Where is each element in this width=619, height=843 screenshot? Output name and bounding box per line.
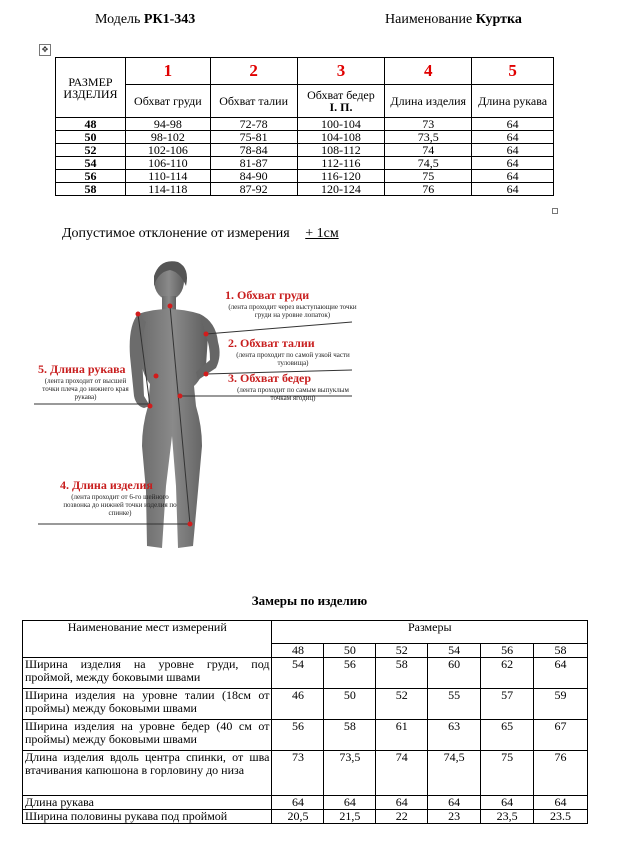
measure-name: Ширина изделия на уровне груди, под проймой, между боковыми швами — [23, 658, 272, 689]
hips-title: 3. Обхват бедер — [228, 371, 312, 385]
value-cell: 73,5 — [385, 131, 472, 144]
tolerance-line — [62, 226, 339, 242]
measure-value: 59 — [534, 689, 588, 720]
value-cell: 64 — [472, 183, 554, 196]
chest-title: 1. Обхват груди — [225, 288, 310, 302]
measure-name: Ширина половины рукава под проймой — [23, 810, 272, 824]
value-cell: 114-118 — [125, 183, 210, 196]
chest-desc: (лента проходит через выступающие точки груди на уровне лопаток) — [228, 303, 357, 319]
hips-label — [228, 371, 358, 402]
value-cell: 81-87 — [210, 157, 297, 170]
measure-value: 57 — [481, 689, 534, 720]
value-cell: 76 — [385, 183, 472, 196]
value-cell: 120-124 — [297, 183, 385, 196]
col-label: Обхват талии — [210, 85, 297, 118]
measure-table-title: Замеры по изделию — [251, 593, 368, 608]
measure-value: 76 — [534, 751, 588, 796]
measure-value: 74,5 — [428, 751, 481, 796]
size-cell: 52 — [56, 144, 126, 157]
measure-name: Длина рукава — [23, 796, 272, 810]
size-col: 52 — [376, 644, 428, 658]
value-cell: 87-92 — [210, 183, 297, 196]
table-row — [23, 751, 588, 796]
measure-value: 75 — [481, 751, 534, 796]
measure-value: 20,5 — [272, 810, 324, 824]
table-row — [23, 658, 588, 689]
size-col: 50 — [324, 644, 376, 658]
measure-value: 64 — [376, 796, 428, 810]
measure-value: 56 — [272, 720, 324, 751]
chest-label — [225, 288, 360, 319]
measure-value: 64 — [272, 796, 324, 810]
col-number: 2 — [210, 58, 297, 85]
col-label-text: Обхват бедер — [307, 88, 375, 102]
size-table — [55, 57, 554, 196]
measurement-figure — [30, 256, 360, 556]
size-cell: 54 — [56, 157, 126, 170]
measure-value: 62 — [481, 658, 534, 689]
size-col: 58 — [534, 644, 588, 658]
name-line — [385, 12, 522, 28]
value-cell: 72-78 — [210, 118, 297, 131]
name-header: Наименование мест измерений — [67, 620, 227, 634]
measure-name: Ширина изделия на уровне бедер (40 см от проймы) между боковыми швами — [23, 720, 272, 751]
sleeve-desc: (лента проходит от высшей точки плеча до нижнего края рукава) — [42, 377, 129, 401]
table-move-handle-icon[interactable]: ✥ — [39, 44, 51, 56]
tolerance-value: + 1см — [305, 226, 339, 241]
length-desc: (лента проходит от 6-го шейного позвонка до нижней точки изделия по спинке) — [63, 493, 177, 517]
measure-value: 56 — [324, 658, 376, 689]
table-row — [23, 796, 588, 810]
measure-value: 22 — [376, 810, 428, 824]
waist-desc: (лента проходит по самой узкой части туловища) — [236, 351, 350, 367]
measure-value: 74 — [376, 751, 428, 796]
table-row — [56, 183, 554, 196]
measure-table — [22, 620, 588, 824]
sleeve-title: 5. Длина рукава — [38, 362, 126, 376]
sleeve-label — [38, 362, 133, 401]
size-cell: 56 — [56, 170, 126, 183]
hips-desc: (лента проходит по самым выпуклым точкам ягодиц) — [237, 386, 349, 402]
col-label: Длина рукава — [472, 85, 554, 118]
measure-value: 64 — [481, 796, 534, 810]
measure-name: Ширина изделия на уровне талии (18см от проймы) между боковыми швами — [23, 689, 272, 720]
value-cell: 64 — [472, 157, 554, 170]
measure-value: 63 — [428, 720, 481, 751]
model-line — [95, 12, 195, 28]
value-cell: 104-108 — [297, 131, 385, 144]
measure-value: 73,5 — [324, 751, 376, 796]
measure-value: 55 — [428, 689, 481, 720]
value-cell: 112-116 — [297, 157, 385, 170]
table-resize-handle[interactable] — [552, 208, 558, 214]
value-cell: 94-98 — [125, 118, 210, 131]
name-header-cell — [23, 621, 272, 658]
length-label — [60, 478, 180, 517]
size-col: 56 — [481, 644, 534, 658]
value-cell: 98-102 — [125, 131, 210, 144]
measure-value: 23,5 — [481, 810, 534, 824]
table-row — [56, 144, 554, 157]
measure-value: 23.5 — [534, 810, 588, 824]
measure-value: 73 — [272, 751, 324, 796]
value-cell: 108-112 — [297, 144, 385, 157]
measure-value: 67 — [534, 720, 588, 751]
value-cell: 110-114 — [125, 170, 210, 183]
size-col: 48 — [272, 644, 324, 658]
col-label: Обхват груди — [125, 85, 210, 118]
value-cell: 64 — [472, 144, 554, 157]
value-cell: 102-106 — [125, 144, 210, 157]
value-cell: 64 — [472, 118, 554, 131]
value-cell: 75-81 — [210, 131, 297, 144]
value-cell: 74 — [385, 144, 472, 157]
waist-title: 2. Обхват талии — [228, 336, 315, 350]
value-cell: 84-90 — [210, 170, 297, 183]
col-number: 1 — [125, 58, 210, 85]
measure-value: 64 — [534, 796, 588, 810]
table-row — [56, 170, 554, 183]
col-number: 3 — [297, 58, 385, 85]
measure-value: 64 — [428, 796, 481, 810]
name-value: Куртка — [475, 12, 522, 27]
value-cell: 75 — [385, 170, 472, 183]
table-row — [23, 720, 588, 751]
measure-value: 54 — [272, 658, 324, 689]
table-row — [23, 810, 588, 824]
measure-value: 52 — [376, 689, 428, 720]
size-cell: 50 — [56, 131, 126, 144]
name-label: Наименование — [385, 12, 473, 27]
measure-value: 46 — [272, 689, 324, 720]
measure-value: 50 — [324, 689, 376, 720]
value-cell: 64 — [472, 170, 554, 183]
measure-value: 64 — [324, 796, 376, 810]
measure-value: 23 — [428, 810, 481, 824]
value-cell: 116-120 — [297, 170, 385, 183]
measure-value: 65 — [481, 720, 534, 751]
length-title: 4. Длина изделия — [60, 478, 153, 492]
value-cell: 73 — [385, 118, 472, 131]
measure-value: 60 — [428, 658, 481, 689]
table-row — [56, 118, 554, 131]
col-number: 5 — [472, 58, 554, 85]
model-value: РК1-343 — [143, 12, 196, 27]
measure-value: 58 — [376, 658, 428, 689]
size-cell: 58 — [56, 183, 126, 196]
measure-name: Длина изделия вдоль центра спинки, от шва втачивания капюшона в горловину до низа — [23, 751, 272, 796]
size-header-cell — [56, 58, 126, 118]
col-number: 4 — [385, 58, 472, 85]
col-label: Длина изделия — [385, 85, 472, 118]
measure-value: 21,5 — [324, 810, 376, 824]
value-cell: 78-84 — [210, 144, 297, 157]
size-col: 54 — [428, 644, 481, 658]
tolerance-text: Допустимое отклонение от измерения — [62, 226, 290, 241]
measure-value: 61 — [376, 720, 428, 751]
table-row — [56, 131, 554, 144]
waist-label — [228, 336, 358, 367]
value-cell: 64 — [472, 131, 554, 144]
table-row — [23, 689, 588, 720]
size-header: РАЗМЕР ИЗДЕЛИЯ — [63, 74, 118, 101]
measure-value: 58 — [324, 720, 376, 751]
value-cell: 100-104 — [297, 118, 385, 131]
col-label — [297, 85, 385, 118]
sizes-header: Размеры — [272, 621, 588, 644]
measure-value: 64 — [534, 658, 588, 689]
size-cell: 48 — [56, 118, 126, 131]
value-cell: 106-110 — [125, 157, 210, 170]
value-cell: 74,5 — [385, 157, 472, 170]
model-label: Модель — [95, 12, 141, 27]
table-row — [56, 157, 554, 170]
col-label-extra: I. П. — [329, 100, 353, 114]
